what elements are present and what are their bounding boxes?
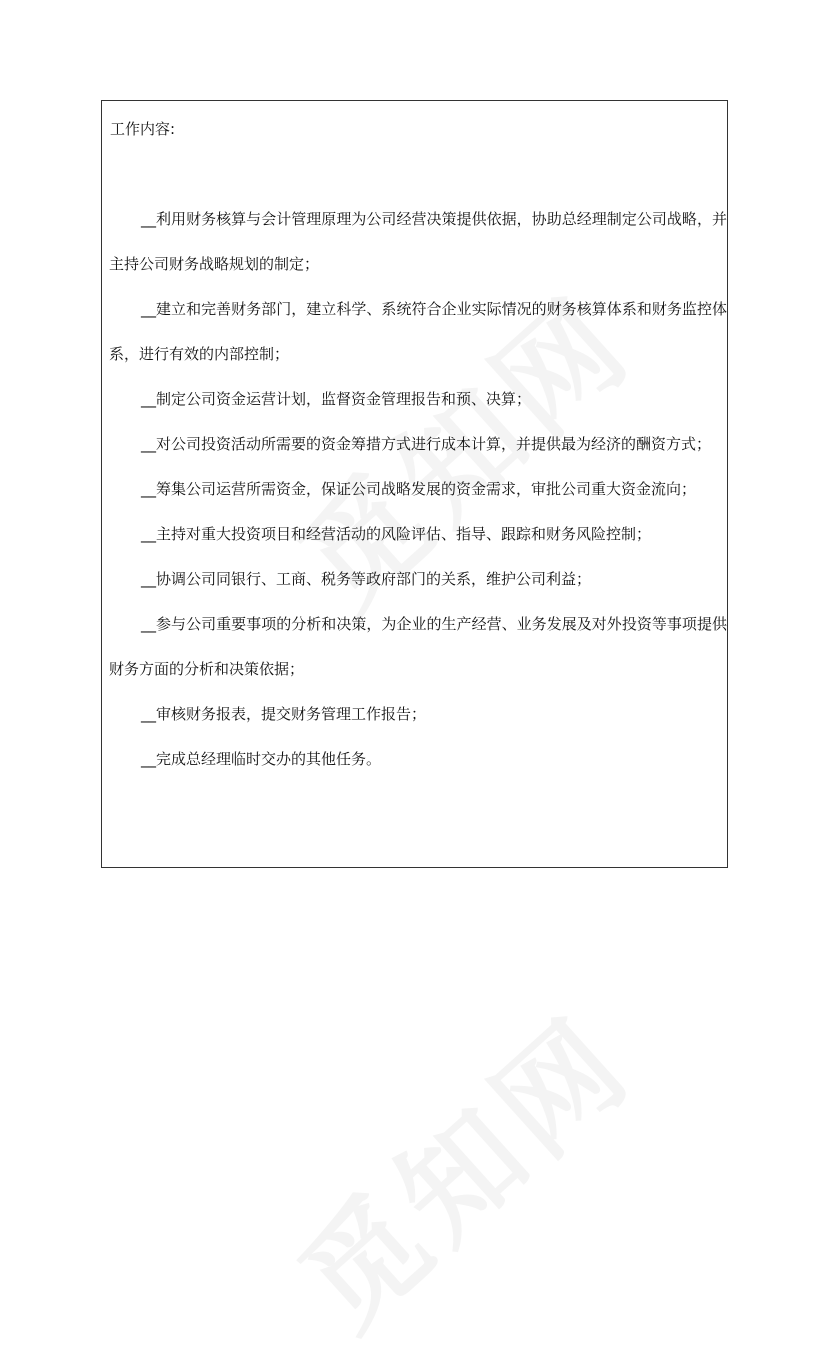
duty-marker: __ <box>141 705 156 723</box>
duty-item <box>109 512 727 557</box>
duty-list <box>109 197 727 782</box>
duty-marker: __ <box>141 210 156 228</box>
duty-marker: __ <box>141 300 156 318</box>
duty-item <box>109 692 727 737</box>
duty-item <box>109 467 727 512</box>
duty-text: 筹集公司运营所需资金，保证公司战略发展的资金需求，审批公司重大资金流向； <box>156 480 697 498</box>
job-content-box <box>101 100 728 868</box>
duty-item <box>109 377 727 422</box>
duty-item <box>109 197 727 287</box>
duty-marker: __ <box>141 750 156 768</box>
duty-text: 对公司投资活动所需要的资金筹措方式进行成本计算，并提供最为经济的酬资方式； <box>156 435 712 453</box>
duty-item <box>109 737 727 782</box>
duty-marker: __ <box>141 570 156 588</box>
duty-text: 制定公司资金运营计划，监督资金管理报告和预、决算； <box>156 390 532 408</box>
duty-item <box>109 287 727 377</box>
duty-text: 协调公司同银行、工商、税务等政府部门的关系，维护公司利益； <box>156 570 592 588</box>
duty-text: 建立和完善财务部门，建立科学、系统符合企业实际情况的财务核算体系和财务监控体系，进行有效的内部控制； <box>109 300 727 363</box>
duty-marker: __ <box>141 480 156 498</box>
duty-text: 参与公司重要事项的分析和决策，为企业的生产经营、业务发展及对外投资等事项提供财务方面的分析和决策依据； <box>109 615 727 678</box>
duty-item <box>109 602 727 692</box>
duty-text: 审核财务报表，提交财务管理工作报告； <box>156 705 427 723</box>
duty-marker: __ <box>141 615 156 633</box>
duty-marker: __ <box>141 525 156 543</box>
duty-text: 主持对重大投资项目和经营活动的风险评估、指导、跟踪和财务风险控制； <box>156 525 652 543</box>
box-title: 工作内容: <box>110 120 176 138</box>
duty-item <box>109 422 727 467</box>
duty-text: 完成总经理临时交办的其他任务。 <box>156 750 382 768</box>
duty-marker: __ <box>141 435 156 453</box>
duty-item <box>109 557 727 602</box>
duty-text: 利用财务核算与会计管理原理为公司经营决策提供依据，协助总经理制定公司战略，并主持公司财务战略规划的制定； <box>109 210 727 273</box>
duty-marker: __ <box>141 390 156 408</box>
watermark-text <box>258 972 663 1360</box>
